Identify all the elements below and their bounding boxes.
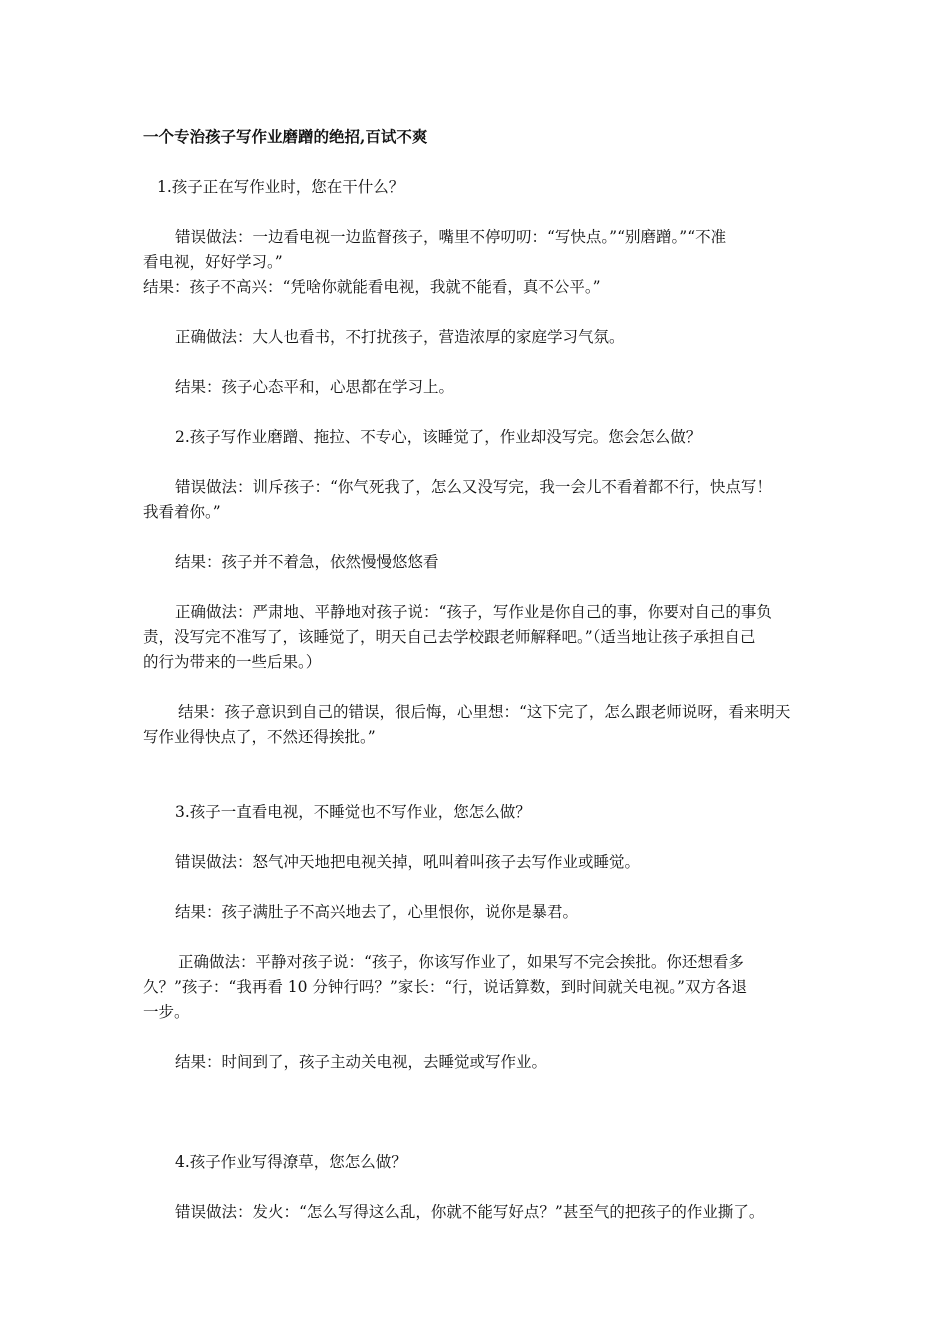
question-4: 4.孩子作业写得潦草，您怎么做？ (175, 1153, 407, 1171)
paragraph-line: 结果：孩子意识到自己的错误，很后悔，心里想：“这下完了，怎么跟老师说呀，看来明天 (178, 703, 791, 721)
paragraph-line: 一步。 (143, 1003, 190, 1021)
paragraph-line: 久？”孩子：“我再看 10 分钟行吗？”家长：“行，说话算数，到时间就关电视。”双方各退 (143, 978, 747, 996)
paragraph-line: 结果：孩子心态平和，心思都在学习上。 (175, 378, 455, 396)
paragraph-line: 错误做法：怒气冲天地把电视关掉，吼叫着叫孩子去写作业或睡觉。 (175, 853, 641, 871)
paragraph-line: 错误做法：训斥孩子：“你气死我了，怎么又没写完，我一会儿不看着都不行，快点写！ (175, 478, 772, 496)
paragraph-line: 正确做法：严肃地、平静地对孩子说：“孩子，写作业是你自己的事，你要对自己的事负 (175, 603, 772, 621)
paragraph-line: 正确做法：大人也看书，不打扰孩子，营造浓厚的家庭学习气氛。 (175, 328, 625, 346)
paragraph-line: 正确做法：平静对孩子说：“孩子，你该写作业了，如果写不完会挨批。你还想看多 (178, 953, 744, 971)
document-title: 一个专治孩子写作业磨蹭的绝招,百试不爽 (143, 127, 428, 146)
paragraph-line: 责，没写完不准写了，该睡觉了，明天自己去学校跟老师解释吧。”（适当地让孩子承担自己 (143, 628, 756, 646)
paragraph-line: 的行为带来的一些后果。） (143, 653, 322, 671)
question-1: 1.孩子正在写作业时，您在干什么？ (157, 178, 405, 196)
paragraph-line: 错误做法：一边看电视一边监督孩子，嘴里不停叨叨：“写快点。”“别磨蹭。”“不准 (175, 228, 727, 246)
question-3: 3.孩子一直看电视，不睡觉也不写作业，您怎么做？ (175, 803, 531, 821)
paragraph-line: 结果：时间到了，孩子主动关电视，去睡觉或写作业。 (175, 1053, 548, 1071)
paragraph-line: 看电视，好好学习。” (143, 253, 283, 271)
paragraph-line: 结果：孩子满肚子不高兴地去了，心里恨你，说你是暴君。 (175, 903, 579, 921)
paragraph-line: 结果：孩子不高兴：“凭啥你就能看电视，我就不能看，真不公平。” (143, 278, 601, 296)
paragraph-line: 错误做法：发火：“怎么写得这么乱，你就不能写好点？”甚至气的把孩子的作业撕了。 (175, 1203, 765, 1221)
paragraph-line: 结果：孩子并不着急，依然慢慢悠悠看 (175, 553, 439, 571)
question-2: 2.孩子写作业磨蹭、拖拉、不专心，该睡觉了，作业却没写完。您会怎么做？ (175, 428, 702, 446)
paragraph-line: 写作业得快点了，不然还得挨批。” (143, 728, 376, 746)
paragraph-line: 我看着你。” (143, 503, 221, 521)
